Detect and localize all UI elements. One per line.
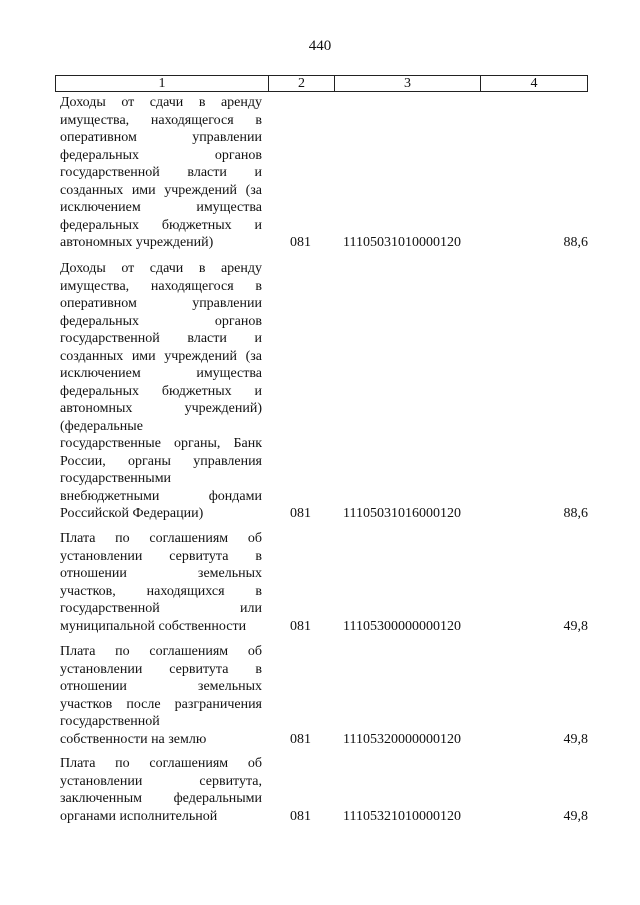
description-line: государственные органы, Банк [60, 436, 262, 451]
row-description [60, 643, 262, 748]
description-line: федеральных бюджетных и [60, 217, 262, 233]
description-line: имущества, находящегося в [60, 278, 262, 294]
description-line: федеральных органов [60, 147, 262, 163]
row-value: 49,8 [563, 731, 588, 747]
description-line: установлении сервитута в [60, 661, 262, 677]
description-line: исключением имущества [60, 366, 262, 381]
table-header [55, 75, 588, 92]
description-line: Плата по соглашениям об [60, 531, 262, 546]
table-row [60, 94, 588, 252]
description-line: имущества, находящегося в [60, 112, 262, 128]
row-description [60, 755, 262, 825]
description-line: оперативном управлении [60, 130, 262, 145]
header-col-3: 3 [335, 76, 481, 91]
row-kbk-code: 11105300000000120 [343, 618, 461, 634]
description-line: федеральных бюджетных и [60, 383, 262, 399]
description-line: Плата по соглашениям об [60, 756, 262, 771]
page-number: 440 [308, 38, 332, 54]
header-col-4: 4 [530, 76, 538, 91]
description-line: автономных учреждений) [60, 401, 262, 416]
description-line: федеральных органов [60, 313, 262, 329]
description-line: установлении сервитута, [60, 773, 262, 789]
description-line: Доходы от сдачи в аренду [60, 261, 262, 276]
description-line: отношении земельных [60, 566, 262, 581]
description-line: участков после разграничения [60, 696, 262, 712]
table-row [60, 530, 588, 635]
row-admin-code: 081 [290, 618, 311, 634]
description-line: участков, находящихся в [60, 583, 262, 599]
row-admin-code: 081 [290, 235, 311, 250]
row-admin-code: 081 [290, 731, 311, 747]
row-value: 49,8 [563, 618, 588, 634]
description-line: установлении сервитута в [60, 548, 262, 564]
description-line: государственными [60, 471, 172, 486]
description-line: муниципальной собственности [60, 618, 247, 634]
description-line: Плата по соглашениям об [60, 644, 262, 659]
row-description [60, 530, 262, 635]
description-line: государственной или [60, 601, 262, 616]
row-description [60, 94, 262, 252]
description-line: собственности на землю [60, 731, 207, 747]
description-line: автономных учреждений) [60, 235, 214, 250]
description-line: органами исполнительной [60, 808, 218, 824]
row-admin-code: 081 [290, 506, 311, 521]
description-line: государственной власти и [60, 165, 262, 180]
description-line: созданных ими учреждений (за [60, 182, 262, 198]
row-kbk-code: 11105320000000120 [343, 731, 461, 747]
row-kbk-code: 11105031016000120 [343, 506, 461, 521]
row-value: 88,6 [563, 506, 588, 521]
description-line: заключенным федеральными [60, 791, 262, 806]
description-line: внебюджетными фондами [60, 488, 262, 504]
description-line: (федеральные [60, 418, 143, 434]
description-line: оперативном управлении [60, 296, 262, 311]
row-value: 88,6 [563, 235, 588, 250]
row-description [60, 260, 262, 523]
header-col-1: 1 [56, 76, 269, 91]
description-line: государственной власти и [60, 331, 262, 346]
row-value: 49,8 [563, 808, 588, 824]
table-row [60, 755, 588, 825]
header-col-2: 2 [269, 76, 335, 91]
description-line: государственной [60, 714, 160, 729]
row-admin-code: 081 [290, 808, 311, 824]
row-kbk-code: 11105031010000120 [343, 235, 461, 250]
description-line: созданных ими учреждений (за [60, 348, 262, 364]
table-row [60, 260, 588, 523]
row-kbk-code: 11105321010000120 [343, 808, 461, 824]
description-line: Доходы от сдачи в аренду [60, 95, 262, 110]
description-line: России, органы управления [60, 453, 262, 469]
description-line: Российской Федерации) [60, 506, 204, 521]
table-row [60, 643, 588, 748]
description-line: отношении земельных [60, 679, 262, 694]
description-line: исключением имущества [60, 200, 262, 215]
